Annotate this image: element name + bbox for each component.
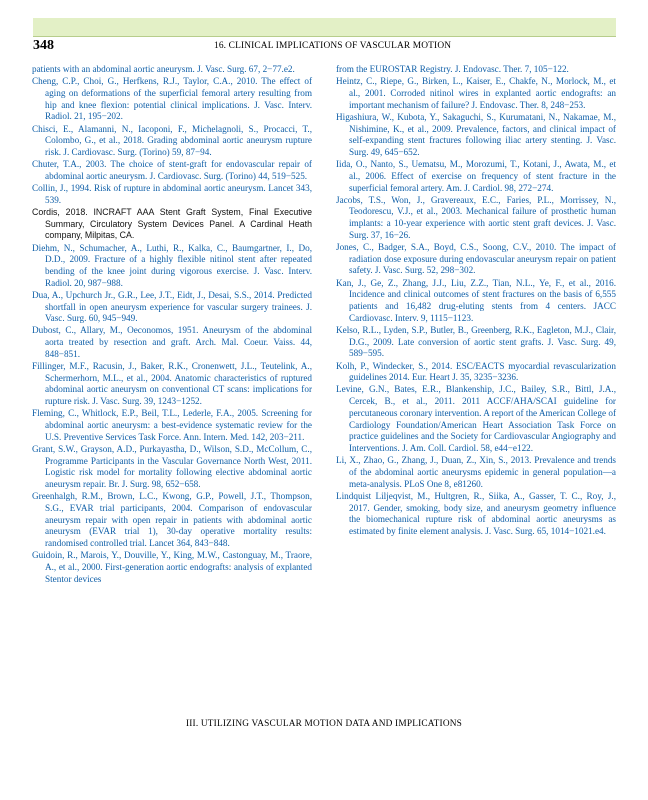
- chapter-title: 16. CLINICAL IMPLICATIONS OF VASCULAR MOTION: [214, 41, 452, 51]
- reference-item[interactable]: from the EUROSTAR Registry. J. Endovasc. Ther. 7, 105−122.: [336, 64, 569, 74]
- reference-item[interactable]: Collin, J., 1994. Risk of rupture in abdominal aortic aneurysm. Lancet 343, 539.: [32, 183, 312, 205]
- section-footer: III. UTILIZING VASCULAR MOTION DATA AND IMPLICATIONS: [185, 719, 463, 729]
- reference-item[interactable]: Jones, C., Badger, S.A., Boyd, C.S., Soong, C.V., 2010. The impact of radiation dose exposure during endovascular aneurysm repair on patient safety. J. Vasc. Surg. 52, 298−302.: [336, 242, 616, 276]
- reference-item[interactable]: Chisci, E., Alamanni, N., Iacoponi, F., Michelagnoli, S., Procacci, T., Colombo, G., et al., 2018. Grading abdominal aortic aneurysm rupture risk. J. Cardiovasc. Surg. (Torino) 59, 87−94.: [32, 123, 312, 157]
- reference-item[interactable]: Grant, S.W., Grayson, A.D., Purkayastha, D., Wilson, S.D., McCollum, C., Programme Participants in the Vascular Governance North West, 2011. Logistic risk model for mortality following elective abdominal aortic aneurysm repair. Br. J. Surg. 98, 652−658.: [32, 444, 312, 490]
- reference-item[interactable]: Li, X., Zhao, G., Zhang, J., Duan, Z., Xin, S., 2013. Prevalence and trends of the abdominal aortic aneurysms epidemic in general population—a meta-analysis. PLoS One 8, e81260.: [336, 455, 616, 489]
- reference-item[interactable]: Kolh, P., Windecker, S., 2014. ESC/EACTS myocardial revascularization guidelines 2014. Eur. Heart J. 35, 3235−3236.: [336, 360, 616, 383]
- page-number: 348: [33, 38, 54, 53]
- reference-item[interactable]: Dubost, C., Allary, M., Oeconomos, 1951. Aneurysm of the abdominal aorta treated by resection and graft. Arch. Mal. Coeur. Vaiss. 44, 848−851.: [32, 325, 312, 359]
- reference-item[interactable]: Kelso, R.L., Lyden, S.P., Butler, B., Greenberg, R.K., Eagleton, M.J., Clair, D.G., 2009. Late conversion of aortic stent grafts. J. Vasc. Surg. 49, 589−595.: [336, 324, 616, 359]
- reference-item[interactable]: Heintz, C., Riepe, G., Birken, L., Kaiser, E., Chakfe, N., Morlock, M., et al., 2001. Corroded nitinol wires in explanted aortic endografts: an important mechanism of failure? J. Endovasc. Ther. 8, 248−253.: [336, 76, 616, 110]
- reference-item[interactable]: Fillinger, M.F., Racusin, J., Baker, R.K., Cronenwett, J.L., Teutelink, A., Schermerhorn, M.L., et al., 2004. Anatomic characteristics of ruptured abdominal aortic aneurysm on conventional CT scans: implications for rupture risk. J. Vasc. Surg. 39, 1243−1252.: [32, 361, 312, 407]
- reference-item[interactable]: Lindquist Liljeqvist, M., Hultgren, R., Siika, A., Gasser, T. C., Roy, J., 2017. Gender, smoking, body size, and aneurysm geometry influence the biomechanical rupture risk of abdominal aortic aneurysms as estimated by finite element analysis. J. Vasc. Surg. 65, 1014−1021.e4.: [336, 490, 616, 536]
- reference-item[interactable]: Fleming, C., Whitlock, E.P., Beil, T.L., Lederle, F.A., 2005. Screening for abdominal aortic aneurysm: a best-evidence systematic review for the U.S. Preventive Services Task Force. Ann. Intern. Med. 142, 203−211.: [32, 408, 312, 442]
- reference-item[interactable]: Higashiura, W., Kubota, Y., Sakaguchi, S., Kurumatani, N., Nakamae, M., Nishimine, K., et al., 2009. Prevalence, factors, and clinical impact of self-expanding stent fractures following iliac artery stenting. J. Vasc. Surg. 49, 645−652.: [336, 111, 616, 157]
- reference-item[interactable]: Kan, J., Ge, Z., Zhang, J.J., Liu, Z.Z., Tian, N.L., Ye, F., et al., 2016. Incidence and clinical outcomes of stent fractures on the basis of 6,555 patients and 16,482 drug-eluting stents from 4 centers. JACC Cardiovasc. Interv. 9, 1115−1123.: [336, 277, 616, 323]
- references-column-left: [32, 64, 312, 585]
- references-column-right: [336, 64, 616, 538]
- reference-item[interactable]: Cheng, C.P., Choi, G., Herfkens, R.J., Taylor, C.A., 2010. The effect of aging on deformations of the superficial femoral artery resulting from hip and knee flexion: potential clinical implications. J. Vasc. Interv. Radiol. 21, 195−202.: [32, 76, 312, 122]
- reference-item-plain: Cordis, 2018. INCRAFT AAA Stent Graft System, Final Executive Summary, Circulatory System Devices Panel. A Cardinal Heath company, Milpitas, CA.: [32, 206, 312, 241]
- reference-item[interactable]: Guidoin, R., Marois, Y., Douville, Y., King, M.W., Castonguay, M., Traore, A., et al., 2000. First-generation aortic endografts: analysis of explanted Stentor devices: [32, 550, 312, 584]
- reference-item[interactable]: Iida, O., Nanto, S., Uematsu, M., Morozumi, T., Kotani, J., Awata, M., et al., 2006. Effect of exercise on frequency of stent fracture in the superficial femoral artery. Am. J. Cardiol. 98, 272−274.: [336, 159, 616, 193]
- header-bar: [33, 18, 616, 37]
- reference-item[interactable]: Greenhalgh, R.M., Brown, L.C., Kwong, G.P., Powell, J.T., Thompson, S.G., EVAR trial participants, 2004. Comparison of endovascular aneurysm repair with open repair in patients with abdominal aortic aneurysm (EVAR trial 1), 30-day operative mortality results: randomised controlled trial. Lancet 364, 843−848.: [32, 491, 312, 549]
- reference-item[interactable]: Chuter, T.A., 2003. The choice of stent-graft for endovascular repair of abdominal aortic aneurysm. J. Cardiovasc. Surg. (Torino) 44, 519−525.: [32, 159, 312, 181]
- reference-item[interactable]: Jacobs, T.S., Won, J., Gravereaux, E.C., Faries, P.L., Morrissey, N., Teodorescu, V.J., et al., 2003. Mechanical failure of prosthetic human implants: a 10-year experience with aortic stent graft devices. J. Vasc. Surg. 37, 16−26.: [336, 194, 616, 240]
- reference-item[interactable]: Levine, G.N., Bates, E.R., Blankenship, J.C., Bailey, S.R., Bittl, J.A., Cercek, B., et al., 2011. 2011 ACCF/AHA/SCAI guideline for percutaneous coronary intervention. A report of the American College of Cardiology Foundation/American Heart Association Task Force on practice guidelines and the Society for Cardiovascular Angiography and Interventions. J. Am. Coll. Cardiol. 58, e44−e122.: [336, 384, 616, 453]
- reference-item[interactable]: patients with an abdominal aortic aneurysm. J. Vasc. Surg. 67, 2−77.e2.: [32, 64, 295, 74]
- reference-item[interactable]: Diehm, N., Schumacher, A., Luthi, R., Kalka, C., Baumgartner, I., Do, D.D., 2009. Fracture of a highly flexible nitinol stent after repeated bending of the knee joint during vigorous exercise. J. Vasc. Interv. Radiol. 20, 987−988.: [32, 242, 312, 288]
- reference-item[interactable]: Dua, A., Upchurch Jr., G.R., Lee, J.T., Eidt, J., Desai, S.S., 2014. Predicted shortfall in open aneurysm experience for vascular surgery trainees. J. Vasc. Surg. 60, 945−949.: [32, 289, 312, 324]
